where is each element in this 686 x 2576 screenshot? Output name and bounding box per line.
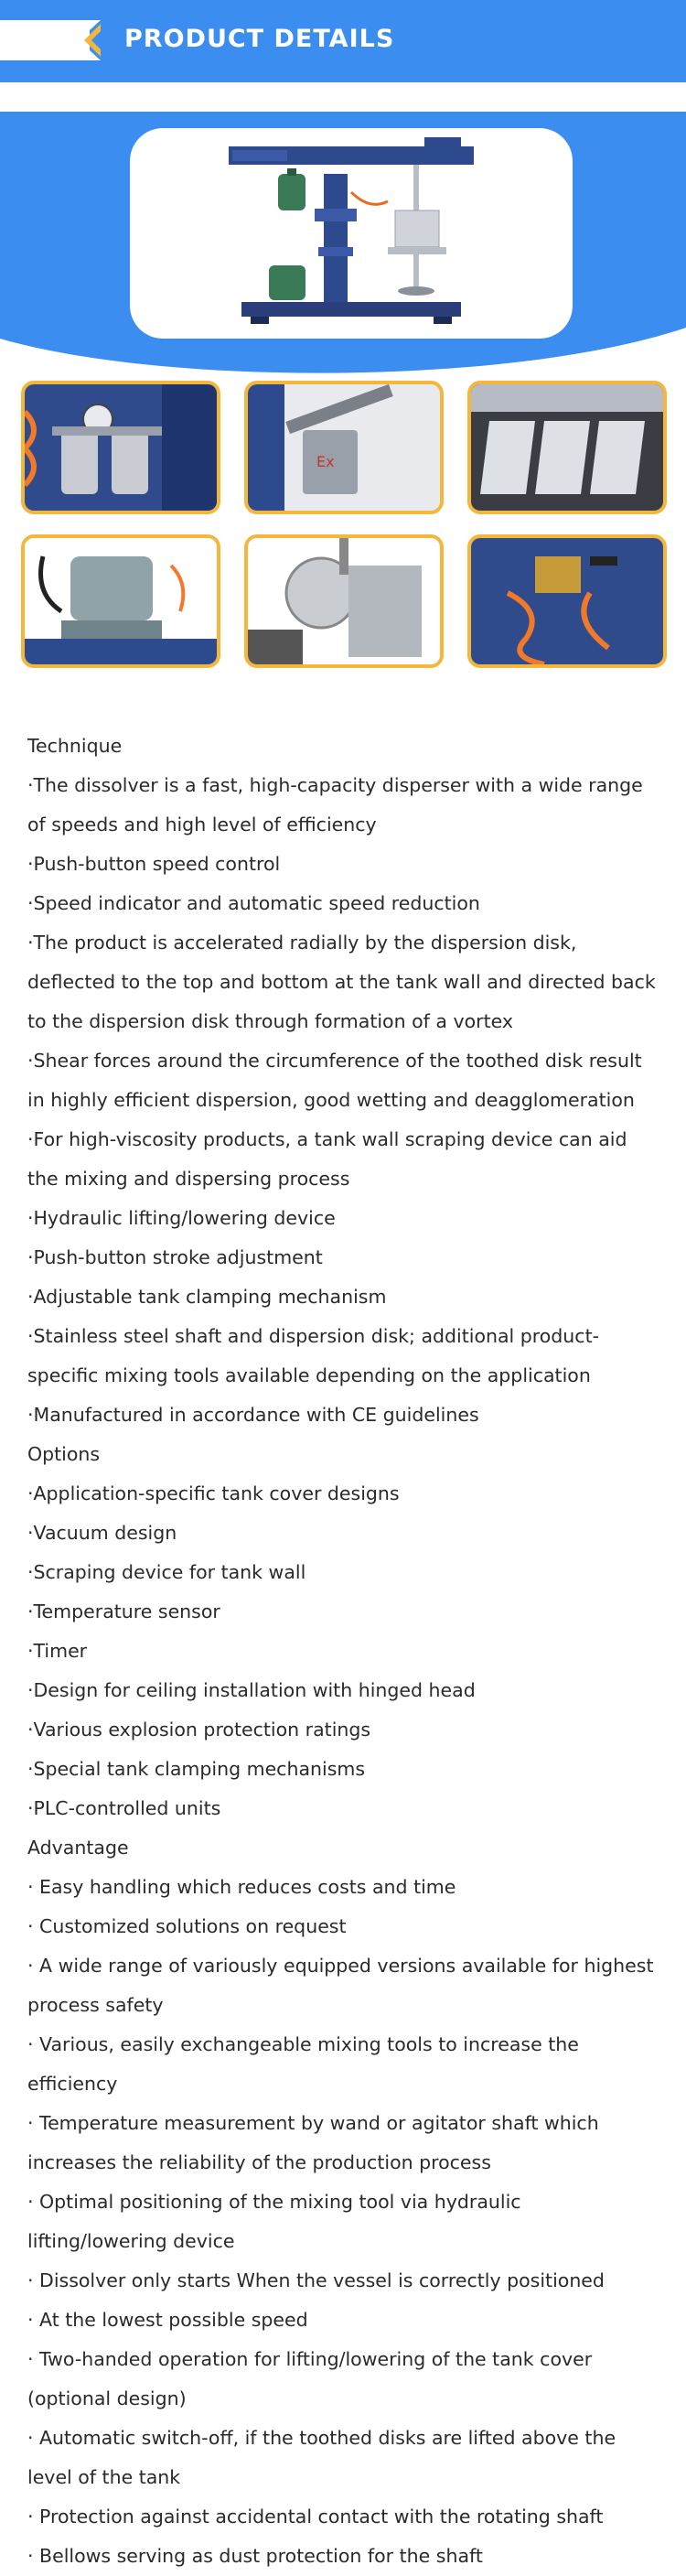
description-line: · At the lowest possible speed	[27, 2309, 308, 2331]
thumbnail-control-box	[244, 381, 444, 514]
description-line: · Protection against accidental contact with the rotating shaft	[27, 2506, 604, 2527]
description-line: ·Manufactured in accordance with CE guidelines	[27, 1404, 479, 1426]
description-line: ·The product is accelerated radially by the dispersion disk, deflected to the top and bottom at the tank wall and directed back to the dispersion disk through formation of a vortex	[27, 932, 656, 1032]
hero-banner	[0, 112, 686, 377]
product-description	[0, 668, 686, 2576]
description-line: · A wide range of variously equipped versions available for highest process safety	[27, 1955, 654, 2016]
description-line: ·Special tank clamping mechanisms	[27, 1758, 366, 1780]
control-box-image	[248, 384, 440, 511]
description-line: · Customized solutions on request	[27, 1915, 347, 1937]
description-line: ·Stainless steel shaft and dispersion disk; additional product-specific mixing tools available depending on the application	[27, 1325, 600, 1386]
description-line: · Temperature measurement by wand or agitator shaft which increases the reliability of the production process	[27, 2112, 599, 2173]
thumbnail-dispersion-tank	[244, 534, 444, 668]
description-line: ·Hydraulic lifting/lowering device	[27, 1207, 336, 1229]
header-white-bar	[0, 20, 90, 60]
scraper-blades-image	[471, 384, 663, 511]
page-header	[0, 0, 686, 82]
description-line: ·Vacuum design	[27, 1522, 177, 1544]
svg-text:Ex: Ex	[316, 453, 335, 470]
description-line: ·Push-button speed control	[27, 853, 281, 875]
description-line: ·Speed indicator and automatic speed reduction	[27, 892, 480, 914]
description-line: Options	[27, 1443, 101, 1465]
chevron-left-icon	[79, 20, 101, 60]
thumbnail-hydraulic-unit	[21, 534, 220, 668]
description-line: Technique	[27, 735, 123, 757]
description-line: ·Timer	[27, 1640, 88, 1662]
description-line: ·Push-button stroke adjustment	[27, 1246, 323, 1268]
air-regulator-image	[25, 384, 217, 511]
description-line: ·The dissolver is a fast, high-capacity disperser with a wide range of speeds and high level of efficiency	[27, 774, 643, 835]
description-line: ·Shear forces around the circumference of the toothed disk result in highly efficient dispersion, good wetting and deagglomeration	[27, 1050, 642, 1111]
hydraulic-unit-image	[25, 538, 217, 664]
description-line: ·Adjustable tank clamping mechanism	[27, 1286, 387, 1308]
description-line: ·PLC-controlled units	[27, 1797, 221, 1819]
description-line: ·For high-viscosity products, a tank wall scraping device can aid the mixing and dispersing process	[27, 1128, 627, 1190]
description-line: Advantage	[27, 1837, 129, 1859]
thumbnail-scraper-blades	[467, 381, 667, 514]
description-line: ·Application-specific tank cover designs	[27, 1482, 400, 1504]
description-line: ·Various explosion protection ratings	[27, 1719, 371, 1741]
description-line: · Optimal positioning of the mixing tool via hydraulic lifting/lowering device	[27, 2191, 521, 2252]
description-line: · Dissolver only starts When the vessel is correctly positioned	[27, 2269, 605, 2291]
description-line: ·Design for ceiling installation with hinged head	[27, 1679, 476, 1701]
thumbnail-grid	[0, 381, 686, 668]
description-line: · Automatic switch-off, if the toothed disks are lifted above the level of the tank	[27, 2427, 616, 2488]
description-line: · Various, easily exchangeable mixing tools to increase the efficiency	[27, 2033, 579, 2095]
dispersion-tank-image	[248, 538, 440, 664]
description-line: · Bellows serving as dust protection for the shaft	[27, 2545, 483, 2567]
thumbnail-air-regulator	[21, 381, 220, 514]
page-title: PRODUCT DETAILS	[124, 25, 395, 53]
disperser-machine-image	[214, 137, 488, 329]
description-line: · Two-handed operation for lifting/lowering of the tank cover (optional design)	[27, 2348, 593, 2409]
hero-image-card	[130, 128, 573, 339]
description-line: · Easy handling which reduces costs and time	[27, 1876, 456, 1898]
description-line: ·Scraping device for tank wall	[27, 1561, 306, 1583]
description-line: ·Temperature sensor	[27, 1601, 220, 1622]
thumbnail-brass-valve	[467, 534, 667, 668]
brass-valve-image	[471, 538, 663, 664]
